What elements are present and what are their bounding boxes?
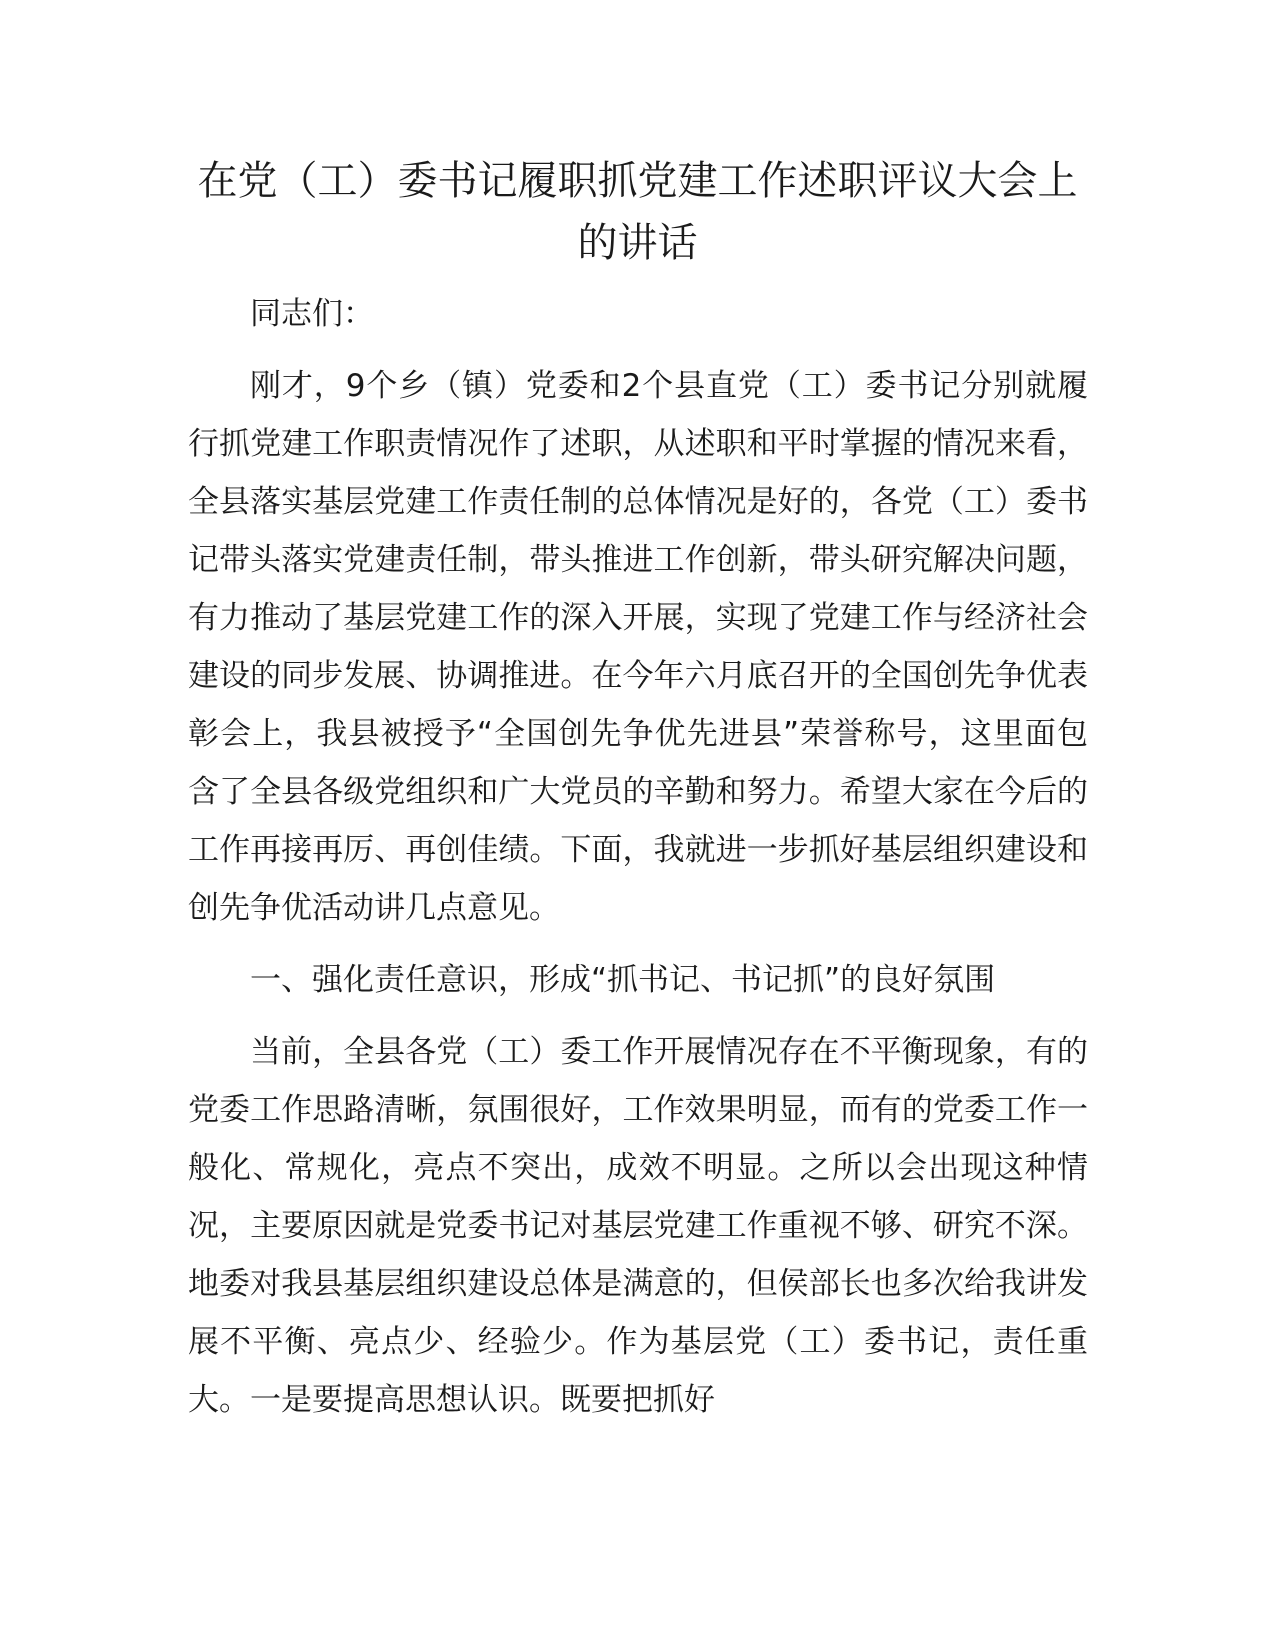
document-title: 在党（工）委书记履职抓党建工作述职评议大会上的讲话 xyxy=(197,158,1078,266)
body-paragraph: 刚才，9个乡（镇）党委和2个县直党（工）委书记分别就履行抓党建工作职责情况作了述职，从述职和平时掌握的情况来看，全县落实基层党建工作责任制的总体情况是好的，各党（工）委书记带头落实党建责任制，带头推进工作创新，带头研究解决问题，有力推动了基层党建工作的深入开展，实现了党建工作与经济社会建设的同步发展、协调推进。在今年六月底召开的全国创先争优表彰会上，我县被授予“全国创先争优先进县”荣誉称号，这里面包含了全县各级党组织和广大党员的辛勤和努力。希望大家在今后的工作再接再厉、再创佳绩。下面，我就进一步抓好基层组织建设和创先争优活动讲几点意见。 xyxy=(188,368,1088,926)
section-heading: 一、强化责任意识，形成“抓书记、书记抓”的良好氛围 xyxy=(250,962,996,998)
body-paragraph: 当前，全县各党（工）委工作开展情况存在不平衡现象，有的党委工作思路清晰，氛围很好，工作效果明显，而有的党委工作一般化、常规化，亮点不突出，成效不明显。之所以会出现这种情况，主要原因就是党委书记对基层党建工作重视不够、研究不深。地委对我县基层组织建设总体是满意的，但侯部长也多次给我讲发展不平衡、亮点少、经验少。作为基层党（工）委书记，责任重大。一是要提高思想认识。既要把抓好 xyxy=(188,1034,1088,1418)
document-body xyxy=(188,285,1088,1443)
greeting-paragraph: 同志们： xyxy=(250,296,374,332)
